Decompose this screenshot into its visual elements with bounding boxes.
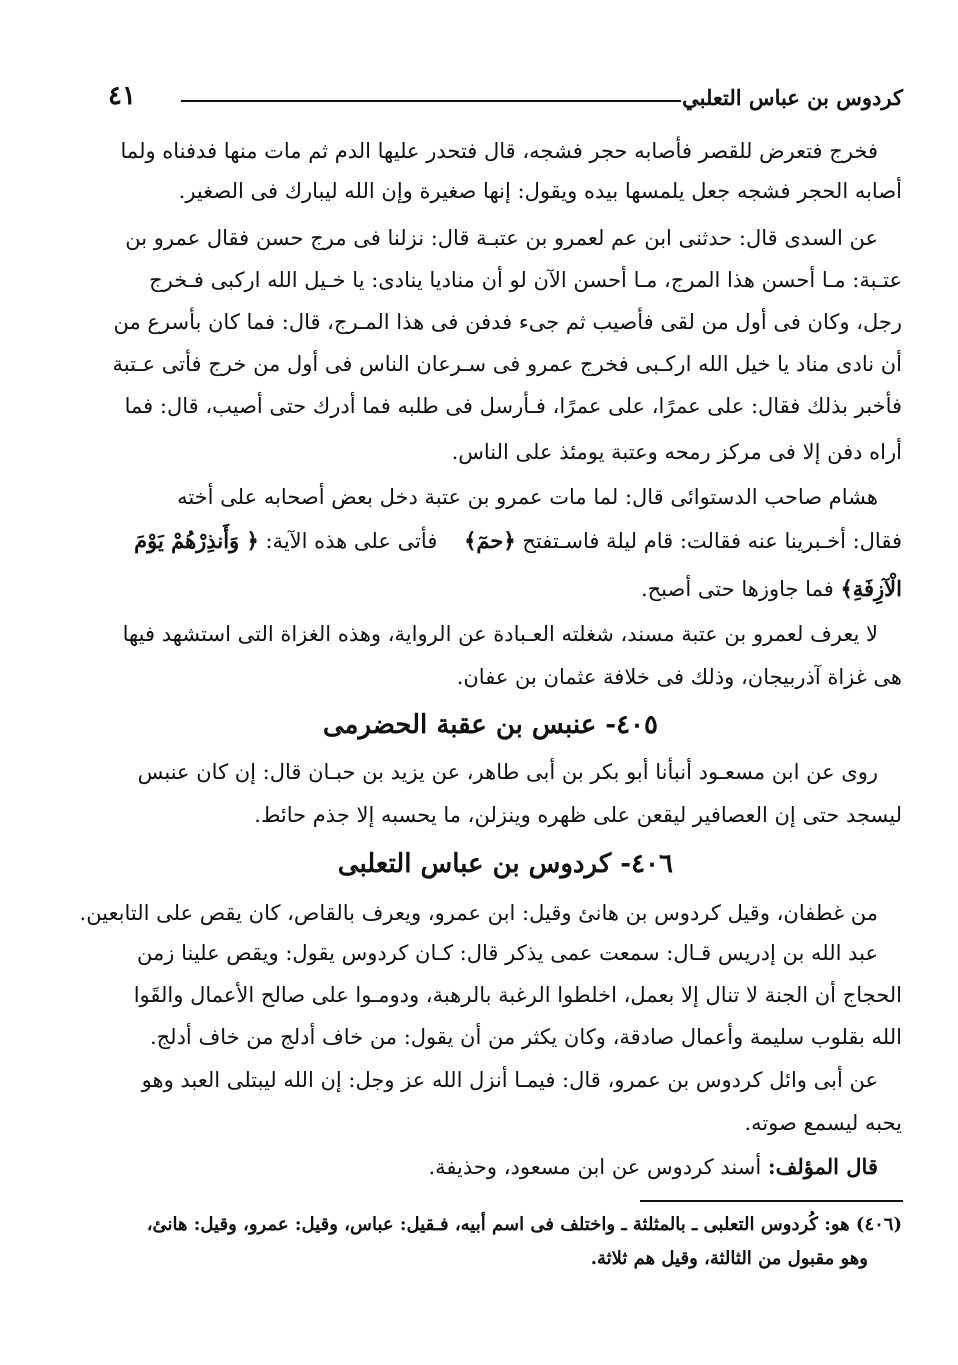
- body-line: عن السدى قال: حدثنى ابن عم لعمرو بن عتبـة قال: نزلنا فى مرج حسن فقال عمرو بن: [125, 226, 878, 250]
- quran-verse-end: الْآزِفَةِ﴾: [840, 576, 902, 601]
- body-text: فما جاوزها حتى أصبح.: [640, 577, 834, 601]
- body-line: الله بقلوب سليمة وأعمال صادقة، وكان يكثر من أن يقول: من خاف أدلج من خاف أدلج.: [149, 1025, 902, 1049]
- body-line: فخرج فتعرض للقصر فأصابه حجر فشجه، قال فتحدر عليها الدم ثم مات منها فدفناه ولما: [120, 139, 878, 163]
- author-label: قال المؤلف:: [767, 1154, 878, 1179]
- footnote-line: (٤٠٦) هو: كُردوس التعلبى ـ بالمثلثة ـ واختلف فى اسم أبيه، فـقيل: عباس، وقيل: عمرو، وقيل: هانئ،: [146, 1214, 902, 1235]
- quran-verse: ﴿ وَأَنذِرْهُمْ يَوْمَ: [134, 528, 259, 553]
- body-line: أراه دفن إلا فى مركز رمحه وعتبة يومئذ على الناس.: [451, 440, 902, 464]
- body-line: يحبه ليسمع صوته.: [744, 1111, 902, 1135]
- footnote-line: وهو مقبول من الثالثة، وقيل هم ثلاثة.: [590, 1248, 868, 1269]
- body-line-with-quran: [134, 526, 902, 558]
- body-line: أن نادى مناد يا خيل الله اركـبى فخرج عمرو فى سـرعان الناس فى أول من خرج فأتى عـتبة: [112, 352, 902, 376]
- body-line: [428, 1152, 878, 1184]
- body-line: عبد الله بن إدريس قـال: سمعت عمى يذكر قال: كـان كردوس يقول: ويقص علينا زمن: [137, 941, 878, 965]
- body-line: عن أبى وائل كردوس بن عمرو، قال: فيمـا أنزل الله عز وجل: إن الله ليبتلى العبد وهو: [141, 1068, 878, 1092]
- body-line: من غطفان، وقيل كردوس بن هانئ وقيل: ابن عمرو، ويعرف بالقاص، كان يقص على التابعين.: [79, 901, 878, 925]
- body-line: فأخبر بذلك فقال: على عمرًا، على عمرًا، فـأرسل فى طلبه فما أدرك حتى أصيب، قال: فما: [124, 394, 902, 418]
- body-text: أسند كردوس عن ابن مسعود، وحذيفة.: [428, 1155, 762, 1179]
- body-line: لا يعرف لعمرو بن عتبة مسند، شغلته العـبادة عن الرواية، وهذه الغزاة التى استشهد فيها: [122, 622, 878, 646]
- body-line: هى غزاة آذربيجان، وذلك فى خلافة عثمان بن عفان.: [456, 665, 902, 689]
- body-line: الحجاج أن الجنة لا تنال إلا بعمل، اخلطوا الرغبة بالرهبة، ودومـوا على صالح الأعمال والقَوا: [133, 983, 902, 1007]
- body-line-with-quran: [641, 574, 902, 606]
- header-rule: [181, 100, 681, 102]
- body-line: أصابه الحجر فشجه جعل يلمسها بيده ويقول: إنها صغيرة وإن الله ليبارك فى الصغير.: [178, 179, 902, 203]
- body-line: روى عن ابن مسعـود أنبأنا أبو بكر بن أبى طاهر، عن يزيد بن حبـان قال: إن كان عنبس: [137, 760, 878, 784]
- body-line: رجل، وكان فى أول من لقى فأصيب ثم جىء فدفن فى هذا المـرج، قال: فما كان بأسرع من: [113, 310, 902, 334]
- footnote-rule: [640, 1200, 903, 1202]
- body-line: هشام صاحب الدستوائى قال: لما مات عمرو بن عتبة دخل بعض أصحابه على أخته: [177, 485, 878, 509]
- body-text: فقال: أخـبرينا عنه فقالت: قام ليلة فاسـتفتح: [522, 529, 902, 553]
- page-number: ٤١: [108, 81, 136, 111]
- running-header-title: كردوس بن عباس التعلبي: [682, 85, 903, 110]
- body-line: عتـبة: مـا أحسن هذا المرج، مـا أحسن الآن لو أن مناديا ينادى: يا خـيل الله اركبى فـخرج: [149, 268, 902, 292]
- quran-citation: ﴿حمٓ﴾: [464, 528, 516, 553]
- body-line: ليسجد حتى إن العصافير ليقعن على ظهره وينزلن، ما يحسبه إلا جذم حائط.: [254, 803, 902, 827]
- entry-heading: ٤٠٦- كردوس بن عباس التعلبى: [337, 849, 673, 879]
- running-header: [108, 81, 903, 119]
- entry-heading: ٤٠٥- عنبس بن عقبة الحضرمى: [322, 710, 658, 740]
- body-text: فأتى على هذه الآية:: [265, 529, 438, 553]
